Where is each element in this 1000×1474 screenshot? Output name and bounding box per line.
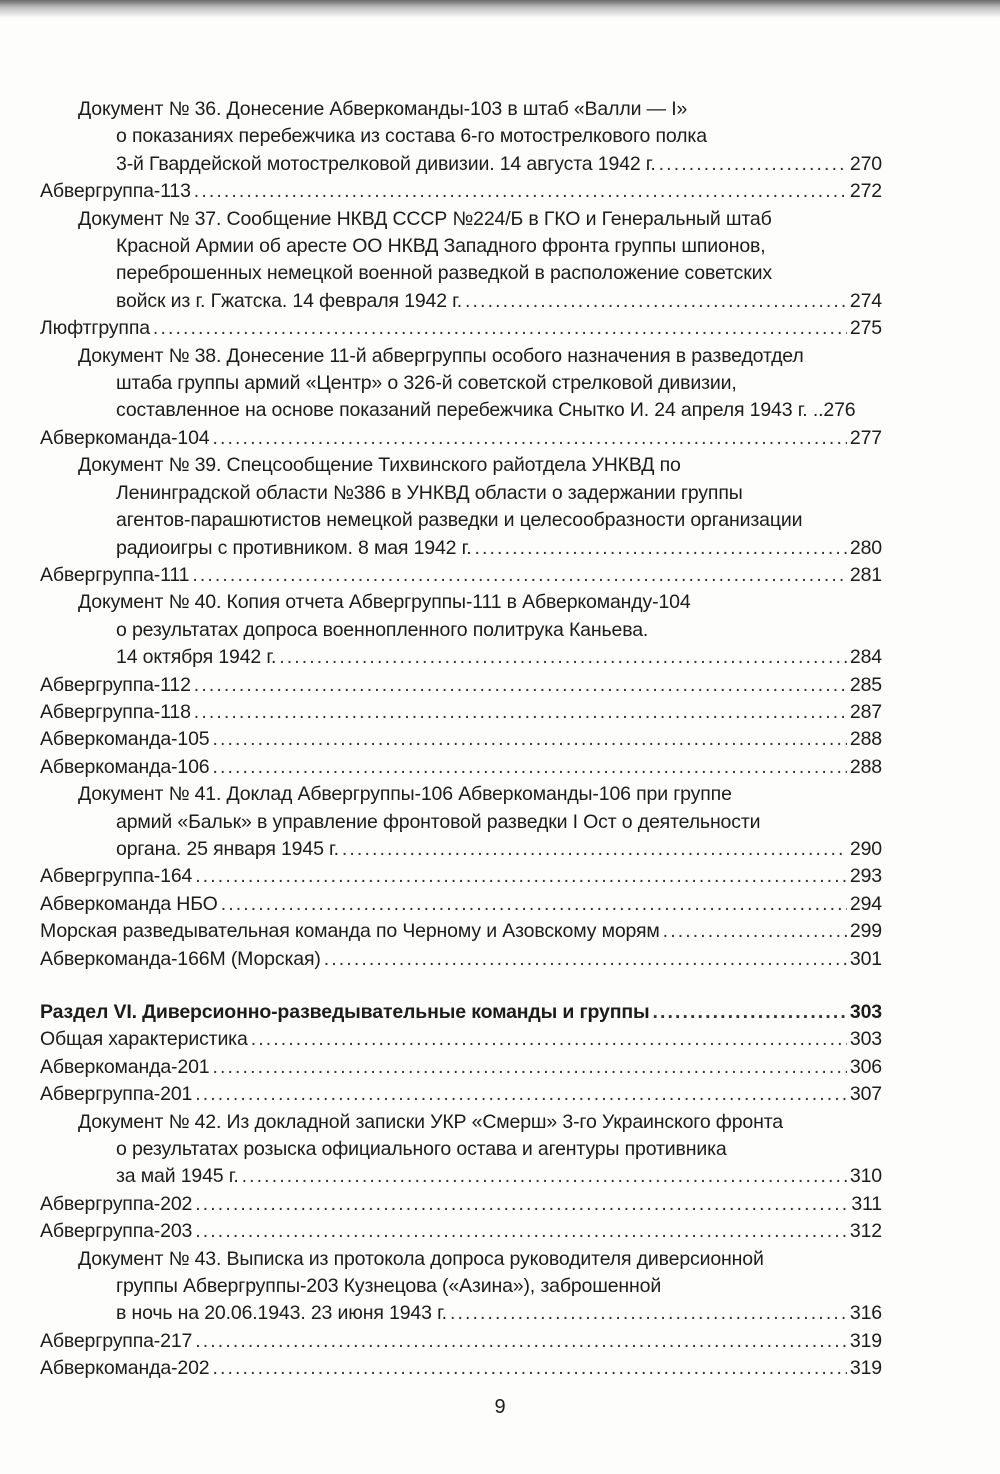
toc-row[interactable] [40, 891, 882, 918]
toc-row[interactable] [40, 151, 882, 178]
toc-entry-title: Общая характеристика [40, 1028, 248, 1051]
toc-item[interactable] [40, 946, 882, 973]
toc-page-number: 274 [849, 289, 882, 312]
toc-row[interactable] [40, 1300, 882, 1327]
toc-page-number: 284 [849, 646, 882, 669]
toc-item[interactable] [40, 863, 882, 890]
toc-item[interactable] [40, 1026, 882, 1053]
toc-entry-title: Абвергруппа-112 [40, 673, 191, 696]
toc-entry-title: войск из г. Гжатска. 14 февраля 1942 г. [116, 289, 463, 312]
toc-row[interactable] [40, 1191, 882, 1218]
toc-item[interactable] [40, 918, 882, 945]
toc-entry-title: Абвергруппа-217 [40, 1329, 193, 1352]
toc-page-number: 303 [849, 1028, 882, 1051]
toc-page-number: 276 [823, 399, 856, 422]
toc-row[interactable] [40, 1328, 882, 1355]
toc-row[interactable] [40, 288, 882, 315]
toc-entry-title: Абверкоманда-104 [40, 426, 210, 449]
dot-leader [465, 288, 847, 315]
dot-leader [212, 425, 846, 452]
toc-page-number: 319 [849, 1357, 882, 1380]
dot-leader [195, 1328, 847, 1355]
toc-page-number: 310 [849, 1165, 882, 1188]
toc-row[interactable] [40, 699, 882, 726]
toc-row[interactable] [40, 562, 882, 589]
toc-page-number: 287 [849, 700, 882, 723]
toc-page-number: 272 [849, 180, 882, 203]
document-title-line: о результатах розыска официального остава и агентуры противника [116, 1138, 727, 1161]
toc-entry-title: за май 1945 г. [116, 1165, 239, 1188]
dot-leader [279, 644, 847, 671]
toc-page-number: 275 [849, 317, 882, 340]
toc-row[interactable] [40, 644, 882, 671]
toc-row[interactable] [40, 1026, 882, 1053]
document-title-line: переброшенных немецкой военной разведкой в расположение советских [116, 262, 772, 285]
document-title-line: о показаниях перебежчика из состава 6-го мотострелкового полка [116, 125, 707, 148]
toc-item[interactable] [40, 1218, 882, 1245]
toc-page-number: 319 [849, 1329, 882, 1352]
toc-row[interactable] [40, 535, 882, 562]
document-title-line: Документ № 41. Доклад Абвергруппы-106 Абверкоманды-106 при группе [78, 783, 732, 806]
dot-leader [659, 151, 847, 178]
toc-page-number: 299 [849, 920, 882, 943]
toc-item[interactable] [40, 699, 882, 726]
toc-document-entry[interactable] [40, 1246, 882, 1328]
toc-entry-title: Абвергруппа-113 [40, 180, 191, 203]
toc-row[interactable] [40, 918, 882, 945]
toc-row[interactable] [40, 425, 882, 452]
dot-leader [251, 1026, 847, 1053]
dot-leader [652, 999, 846, 1026]
toc-entry-title: 3-й Гвардейской мотострелковой дивизии. 14 августа 1942 г. [116, 152, 656, 175]
toc-entry-title: Абверкоманда-106 [40, 755, 210, 778]
toc-entry-title: Абвергруппа-111 [40, 563, 190, 586]
document-title-line: Документ № 37. Сообщение НКВД СССР №224/Б в ГКО и Генеральный штаб [78, 207, 772, 230]
toc-entry-title: составленное на основе показаний перебежчика Снытко И. 24 апреля 1943 г. .. [116, 399, 824, 422]
toc-item[interactable] [40, 1328, 882, 1355]
dot-leader [324, 946, 847, 973]
dot-leader [194, 178, 847, 205]
toc-page-number: 306 [849, 1055, 882, 1078]
toc-page-number: 270 [849, 152, 882, 175]
toc-entry-title: Абверкоманда-201 [40, 1055, 210, 1078]
toc-row[interactable] [40, 178, 882, 205]
toc-document-entry[interactable] [40, 781, 882, 863]
page-top-edge [0, 0, 1000, 18]
dot-leader [192, 562, 847, 589]
toc-entry-title: органа. 25 января 1945 г. [116, 837, 339, 860]
document-title-line: Документ № 38. Донесение 11-й абвергруппы особого назначения в разведотдел [78, 344, 804, 367]
document-title-line: Документ № 43. Выписка из протокола допроса руководителя диверсионной [78, 1247, 764, 1270]
toc-item[interactable] [40, 562, 882, 589]
toc-page-number: 288 [849, 755, 882, 778]
document-title-line: группы Абвергруппы-203 Кузнецова («Азина»), заброшенной [116, 1275, 662, 1298]
dot-leader [195, 1218, 847, 1245]
toc-row[interactable] [40, 863, 882, 890]
toc-row[interactable] [40, 315, 882, 342]
toc-item[interactable] [40, 754, 882, 781]
toc-page-number: 311 [851, 1192, 882, 1215]
toc-row[interactable] [40, 1054, 882, 1081]
dot-leader [221, 891, 847, 918]
toc-entry-title: радиоигры с противником. 8 мая 1942 г. [116, 536, 472, 559]
document-title-line: штаба группы армий «Центр» о 326-й советской стрелковой дивизии, [116, 372, 737, 395]
dot-leader [195, 1191, 848, 1218]
dot-leader [663, 918, 847, 945]
toc-section-heading[interactable] [40, 999, 882, 1026]
dot-leader [475, 535, 847, 562]
toc-item[interactable] [40, 1191, 882, 1218]
dot-leader [212, 1054, 846, 1081]
toc-page-number: 301 [849, 947, 882, 970]
toc-item[interactable] [40, 315, 882, 342]
toc-document-entry[interactable] [40, 206, 882, 316]
toc-row[interactable] [40, 836, 882, 863]
document-title-line: Красной Армии об аресте ОО НКВД Западного фронта группы шпионов, [116, 235, 766, 258]
dot-leader [153, 315, 847, 342]
toc-row[interactable] [40, 672, 882, 699]
toc-page-number: 290 [849, 837, 882, 860]
dot-leader [195, 1081, 847, 1108]
toc-entry-title: Абвергруппа-202 [40, 1192, 193, 1215]
toc-page-number: 281 [849, 563, 882, 586]
dot-leader [212, 1355, 846, 1382]
toc-entry-title: Абверкоманда-202 [40, 1357, 210, 1380]
toc-entry-title: Абвергруппа-118 [40, 700, 191, 723]
toc-page-number: 316 [849, 1302, 882, 1325]
dot-leader [194, 699, 847, 726]
toc-document-entry[interactable] [40, 96, 882, 178]
toc-row[interactable] [40, 754, 882, 781]
toc-item[interactable] [40, 726, 882, 753]
toc-item[interactable] [40, 891, 882, 918]
toc-entry-title: Раздел VI. Диверсионно-разведывательные команды и группы [40, 1001, 650, 1023]
toc-page-number: 293 [849, 865, 882, 888]
dot-leader [195, 863, 847, 890]
document-title-line: Документ № 39. Спецсообщение Тихвинского райотдела УНКВД по [78, 454, 681, 477]
toc-entry-title: в ночь на 20.06.1943. 23 июня 1943 г. [116, 1302, 447, 1325]
document-title-line: агентов-парашютистов немецкой разведки и целесообразности организации [116, 509, 803, 532]
table-of-contents [40, 96, 882, 1383]
toc-item[interactable] [40, 178, 882, 205]
toc-row[interactable] [40, 397, 882, 424]
toc-document-entry[interactable] [40, 589, 882, 671]
toc-row[interactable] [40, 1081, 882, 1108]
toc-entry-title: Абверкоманда-166М (Морская) [40, 947, 321, 970]
toc-entry-title: Морская разведывательная команда по Черному и Азовскому морям [40, 920, 660, 943]
document-title-line: о результатах допроса военнопленного политрука Каньева. [116, 618, 649, 641]
toc-document-entry[interactable] [40, 343, 882, 425]
toc-document-entry[interactable] [40, 452, 882, 562]
toc-entry-title: Абвергруппа-201 [40, 1083, 193, 1106]
toc-row[interactable] [40, 726, 882, 753]
dot-leader [212, 754, 846, 781]
toc-page-number: 312 [849, 1220, 882, 1243]
toc-row[interactable] [40, 1218, 882, 1245]
dot-leader [242, 1163, 847, 1190]
toc-page-number: 294 [849, 892, 882, 915]
dot-leader [194, 672, 847, 699]
dot-leader [212, 726, 846, 753]
toc-entry-title: Люфтгруппа [40, 317, 150, 340]
section-spacer [40, 973, 882, 999]
toc-entry-title: 14 октября 1942 г. [116, 646, 277, 669]
dot-leader [450, 1300, 847, 1327]
toc-item[interactable] [40, 1355, 882, 1382]
toc-row[interactable] [40, 1163, 882, 1190]
toc-document-entry[interactable] [40, 1109, 882, 1191]
document-title-line: Ленинградской области №386 в УНКВД области о задержании группы [116, 481, 743, 504]
toc-row[interactable] [40, 946, 882, 973]
page-number: 9 [494, 1396, 506, 1418]
document-title-line: армий «Бальк» в управление фронтовой разведки I Ост о деятельности [116, 810, 761, 833]
toc-item[interactable] [40, 1054, 882, 1081]
toc-entry-title: Абверкоманда-105 [40, 728, 210, 751]
toc-entry-title: Абвергруппа-164 [40, 865, 193, 888]
toc-page-number: 307 [849, 1083, 882, 1106]
toc-entry-title: Абвергруппа-203 [40, 1220, 193, 1243]
toc-row[interactable] [40, 999, 882, 1026]
toc-item[interactable] [40, 425, 882, 452]
toc-page-number: 303 [849, 1001, 882, 1023]
toc-page-number: 288 [849, 728, 882, 751]
toc-page-number: 285 [849, 673, 882, 696]
toc-entry-title: Абверкоманда НБО [40, 892, 218, 915]
document-title-line: Документ № 42. Из докладной записки УКР «Смерш» 3-го Украинского фронта [78, 1110, 783, 1133]
toc-item[interactable] [40, 1081, 882, 1108]
dot-leader [342, 836, 847, 863]
document-title-line: Документ № 40. Копия отчета Абвергруппы-111 в Абверкоманду-104 [78, 591, 691, 614]
toc-page-number: 277 [849, 426, 882, 449]
toc-row[interactable] [40, 1355, 882, 1382]
toc-page-number: 280 [849, 536, 882, 559]
toc-item[interactable] [40, 672, 882, 699]
document-title-line: Документ № 36. Донесение Абверкоманды-103 в штаб «Валли — I» [78, 98, 688, 120]
